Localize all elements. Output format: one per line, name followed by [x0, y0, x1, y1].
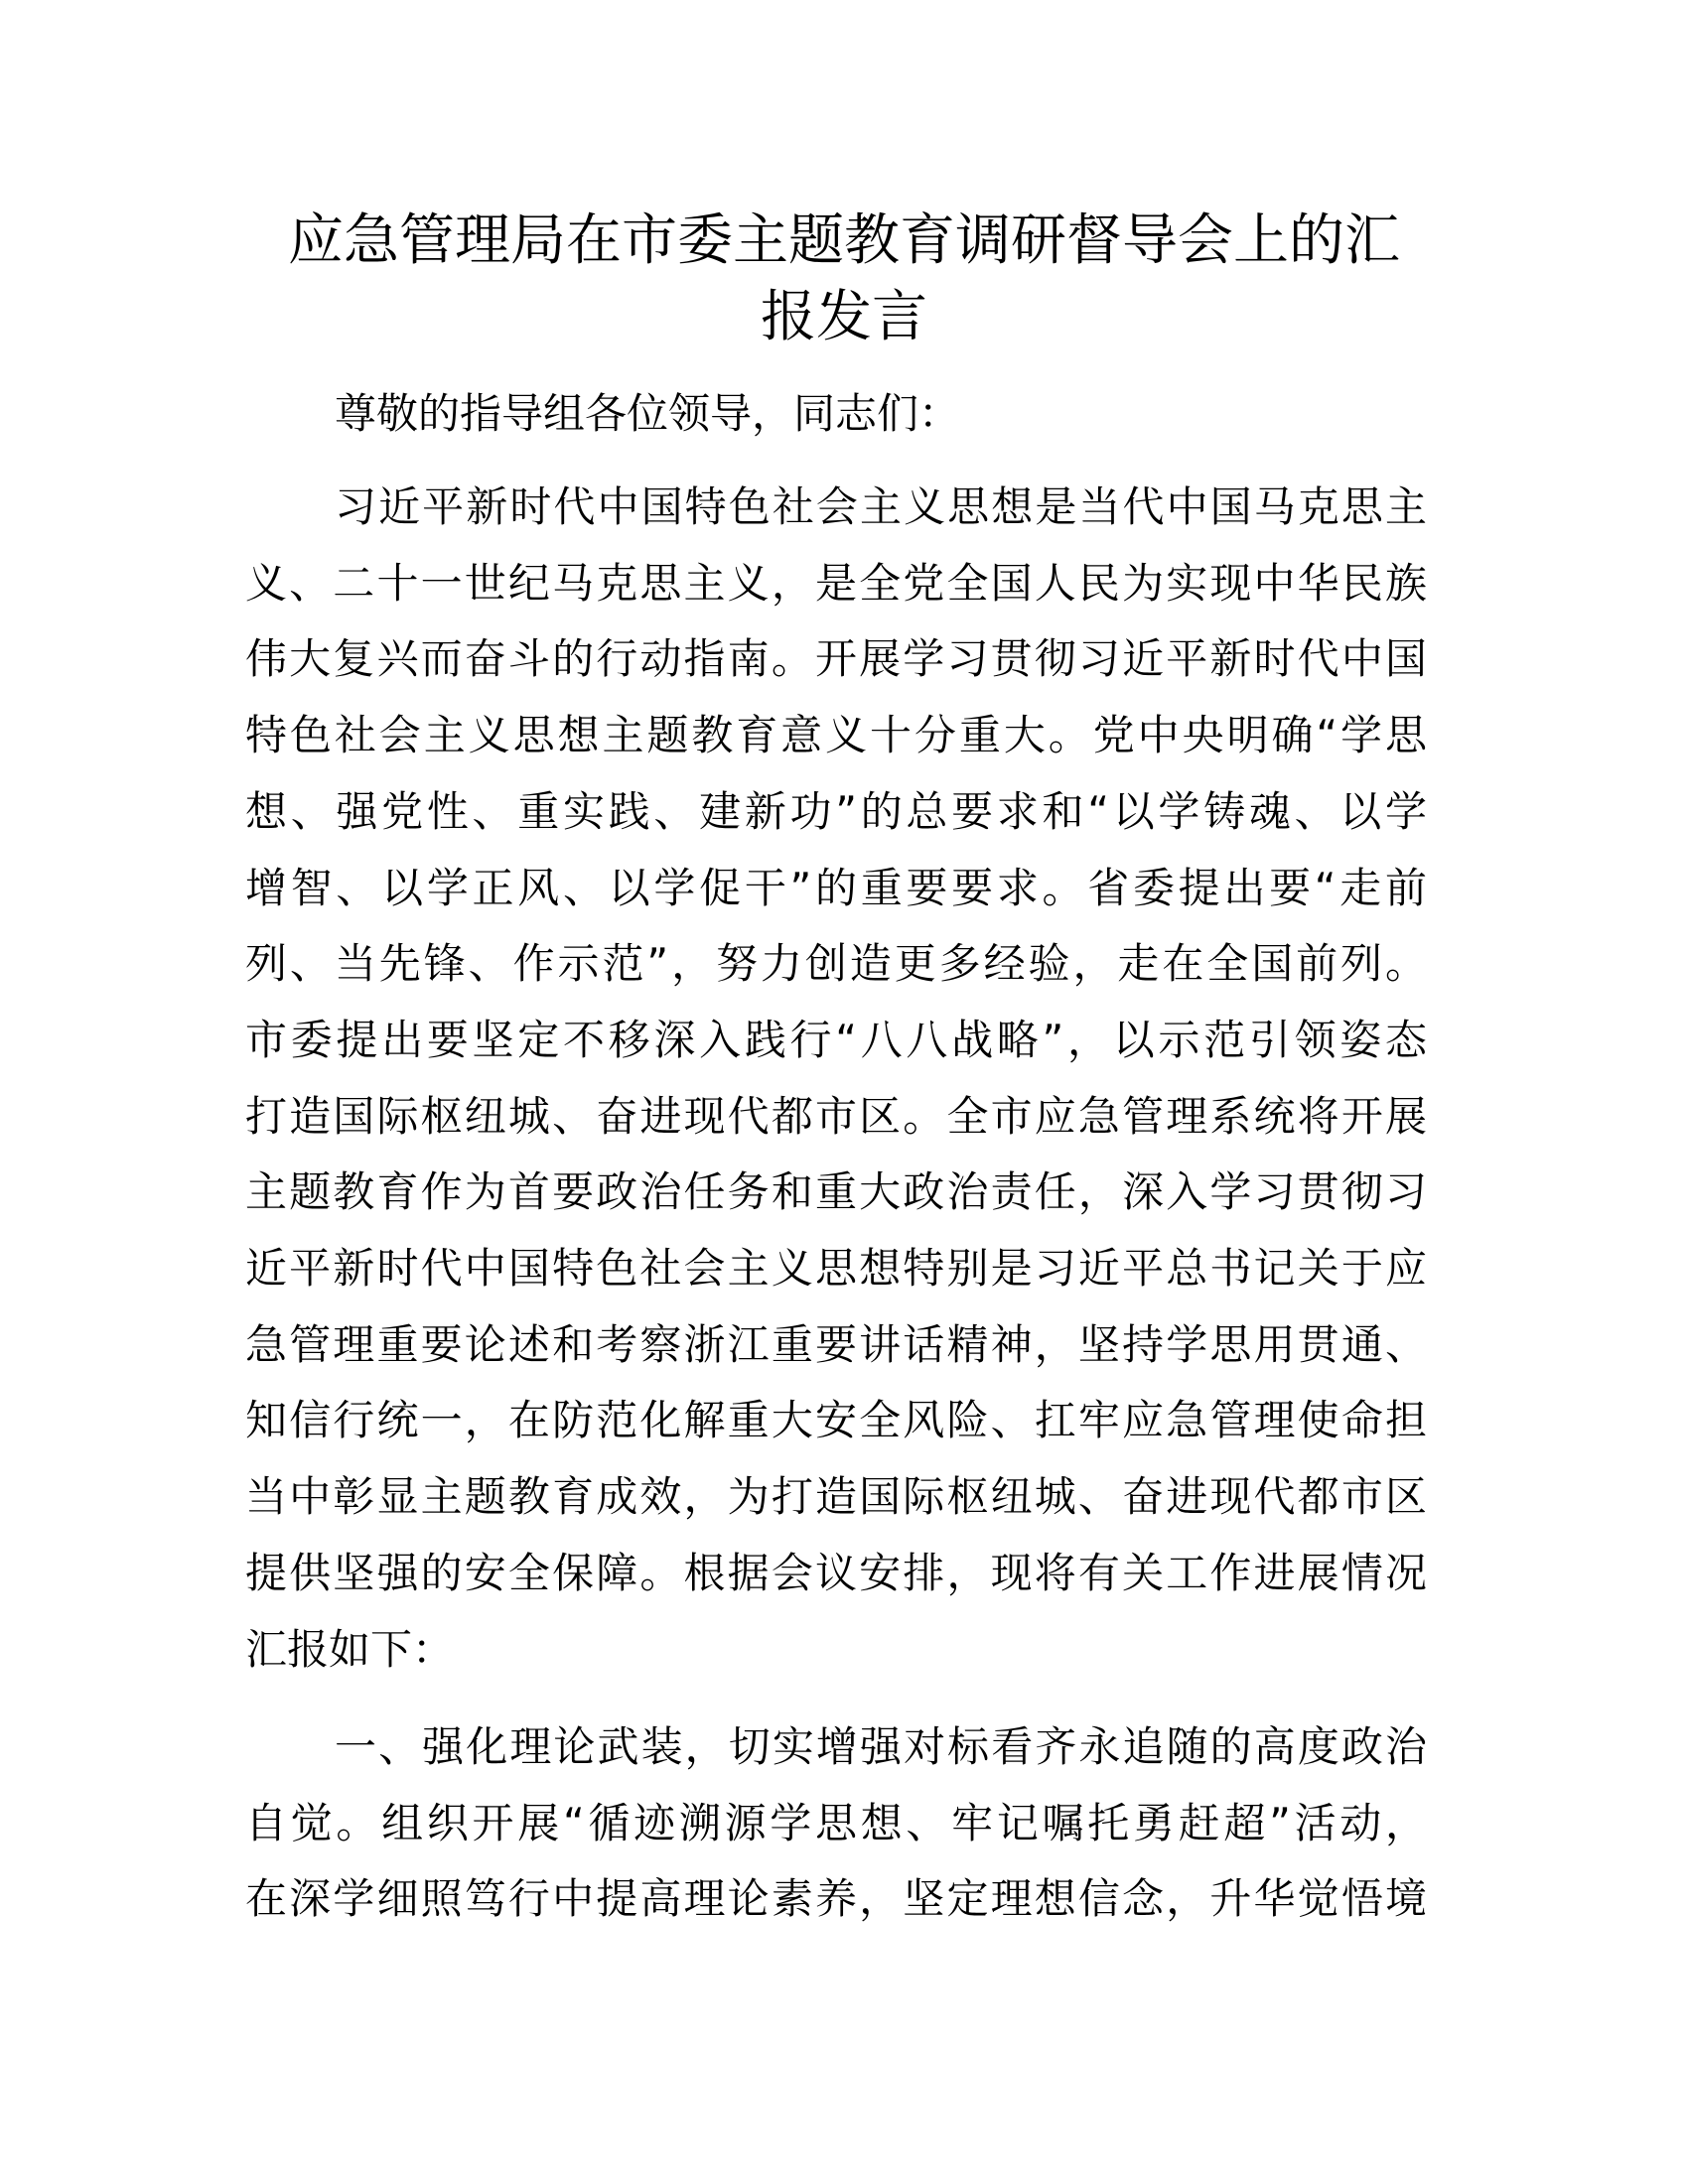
paragraph-2-line: 一、强化理论武装，切实增强对标看齐永追随的高度政治: [335, 1722, 1427, 1771]
salutation: 尊敬的指导组各位领导，同志们：: [335, 389, 961, 438]
document-title-line-2: 报发言: [761, 285, 927, 349]
paragraph-1-line: 知信行统一，在防范化解重大安全风险、扛牢应急管理使命担: [245, 1396, 1427, 1445]
paragraph-1-line: 伟大复兴而奋斗的行动指南。开展学习贯彻习近平新时代中国: [245, 634, 1427, 684]
paragraph-1-line: 习近平新时代中国特色社会主义思想是当代中国马克思主: [335, 482, 1427, 531]
paragraph-1-line: 义、二十一世纪马克思主义，是全党全国人民为实现中华民族: [245, 558, 1427, 608]
document-title-line-1: 应急管理局在市委主题教育调研督导会上的汇: [288, 208, 1400, 273]
paragraph-1-line: 想、强党性、重实践、建新功”的总要求和“以学铸魂、以学: [245, 786, 1427, 836]
paragraph-1-line: 当中彰显主题教育成效，为打造国际枢纽城、奋进现代都市区: [245, 1472, 1427, 1522]
paragraph-2-line: 在深学细照笃行中提高理论素养，坚定理想信念，升华觉悟境: [245, 1874, 1427, 1924]
paragraph-1-line: 急管理重要论述和考察浙江重要讲话精神，坚持学思用贯通、: [245, 1319, 1427, 1369]
paragraph-1-line: 列、当先锋、作示范”，努力创造更多经验，走在全国前列。: [245, 939, 1427, 989]
paragraph-1-line: 近平新时代中国特色社会主义思想特别是习近平总书记关于应: [245, 1244, 1427, 1293]
paragraph-1-line: 提供坚强的安全保障。根据会议安排，现将有关工作进展情况: [245, 1548, 1427, 1597]
paragraph-1-line: 打造国际枢纽城、奋进现代都市区。全市应急管理系统将开展: [245, 1091, 1427, 1141]
paragraph-1-line: 主题教育作为首要政治任务和重大政治责任，深入学习贯彻习: [245, 1167, 1427, 1217]
paragraph-1-line: 汇报如下：: [245, 1624, 455, 1674]
paragraph-2-line: 自觉。组织开展“循迹溯源学思想、牢记嘱托勇赶超”活动，: [245, 1798, 1427, 1847]
paragraph-1-line: 市委提出要坚定不移深入践行“八八战略”，以示范引领姿态: [245, 1015, 1427, 1064]
paragraph-1-line: 增智、以学正风、以学促干”的重要要求。省委提出要“走前: [245, 863, 1427, 912]
paragraph-1-line: 特色社会主义思想主题教育意义十分重大。党中央明确“学思: [245, 711, 1427, 760]
